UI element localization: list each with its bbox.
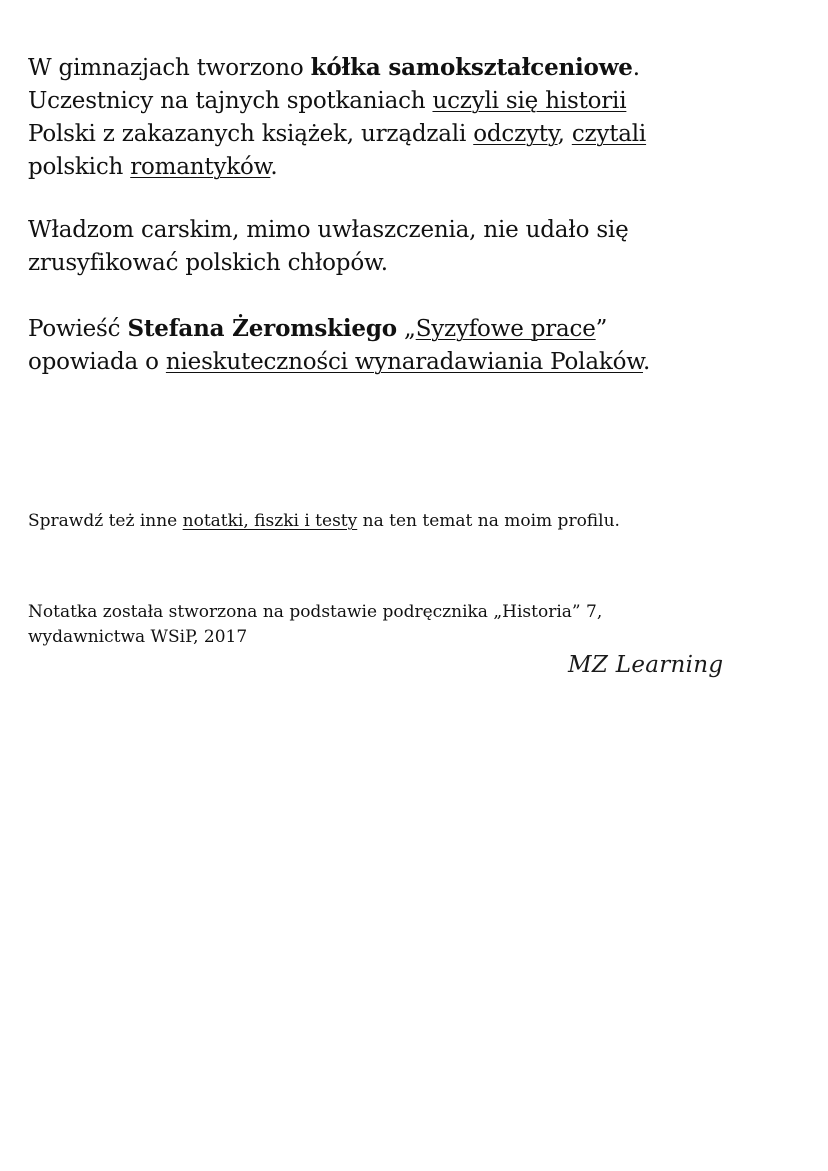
profile-note [28, 509, 818, 534]
author-signature: MZ Learning [568, 652, 724, 678]
paragraph-novel [28, 312, 808, 379]
underlined-lectures: odczyty [473, 121, 558, 147]
text: opowiada o [28, 349, 166, 375]
text: Władzom carskim, mimo uwłaszczenia, nie udało się [28, 217, 629, 243]
text: na ten temat na moim profilu. [357, 511, 620, 531]
text: . [643, 349, 651, 375]
underlined-denationalization: nieskuteczności wynaradawiania Polaków [165, 349, 643, 375]
notes-flashcards-tests-link[interactable]: notatki, fiszki i testy [182, 511, 358, 531]
underlined-romantics: romantyków [130, 154, 271, 180]
text: Sprawdź też inne [28, 511, 183, 531]
text: Uczestnicy na tajnych spotkaniach [28, 88, 433, 114]
text: Polski z zakazanych książek, urządzali [28, 121, 474, 147]
paragraph-peasants [28, 214, 808, 280]
text: Powieść [28, 316, 128, 342]
bold-term-study-circles: kółka samokształceniowe [310, 54, 633, 81]
text: „ [396, 316, 416, 342]
text: zrusyfikować polskich chłopów. [28, 250, 388, 276]
underlined-read: czytali [571, 121, 647, 147]
text: , [557, 121, 572, 147]
underlined-novel-title: Syzyfowe prace [415, 316, 596, 342]
text: . [270, 154, 278, 180]
bold-author-name: Stefana Żeromskiego [127, 315, 397, 342]
text: W gimnazjach tworzono [28, 55, 311, 81]
text: ” [595, 316, 608, 342]
text: polskich [28, 154, 131, 180]
paragraph-study-circles [28, 51, 808, 184]
underlined-learned-history: uczyli się historii [432, 88, 627, 114]
text: Notatka została stworzona na podstawie podręcznika „Historia” 7, [28, 602, 603, 622]
text: . [632, 55, 640, 81]
source-note [28, 600, 818, 650]
text: wydawnictwa WSiP, 2017 [28, 627, 248, 647]
